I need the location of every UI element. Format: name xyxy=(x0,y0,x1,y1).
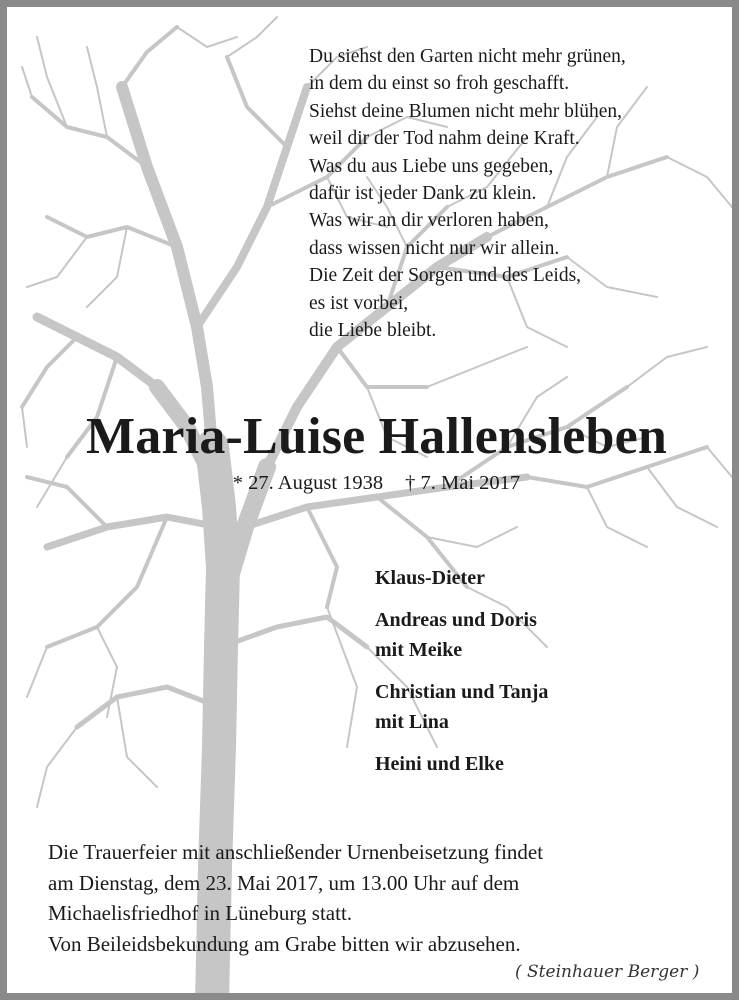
family-group xyxy=(375,605,548,665)
poem-line: Du siehst den Garten nicht mehr grünen, xyxy=(309,46,626,67)
family-line: Andreas und Doris xyxy=(375,609,537,631)
poem-line: die Liebe bleibt. xyxy=(309,320,437,342)
notice-line: Die Trauerfeier mit anschließender Urnenbeisetzung findet xyxy=(48,840,544,864)
poem-line: in dem du einst so froh geschafft. xyxy=(309,73,570,95)
undertaker-signature: ( Steinhauer Berger ) xyxy=(515,962,700,982)
poem-line: Was du aus Liebe uns gegeben, xyxy=(309,155,554,177)
notice-line: am Dienstag, dem 23. Mai 2017, um 13.00 Uhr auf dem xyxy=(48,870,520,895)
deceased-name: Maria-Luise Hallensleben xyxy=(85,408,668,465)
poem xyxy=(309,43,626,344)
family-line: Christian und Tanja xyxy=(375,681,549,703)
poem-line: dafür ist jeder Dank zu klein. xyxy=(309,183,537,205)
notice-line: Von Beileidsbekundung am Grabe bitten wir abzusehen. xyxy=(48,931,521,956)
poem-line: es ist vorbei, xyxy=(309,292,409,314)
family-group xyxy=(375,749,548,779)
family-list xyxy=(375,563,548,791)
family-group xyxy=(375,677,548,737)
death-date: † 7. Mai 2017 xyxy=(405,472,521,494)
funeral-notice xyxy=(48,837,543,959)
family-line: Klaus-Dieter xyxy=(375,567,485,589)
family-line: mit Lina xyxy=(375,711,449,733)
family-group xyxy=(375,563,548,593)
poem-line: Die Zeit der Sorgen und des Leids, xyxy=(309,265,582,287)
poem-line: Siehst deine Blumen nicht mehr blühen, xyxy=(309,100,623,122)
life-dates xyxy=(7,472,739,495)
poem-line: Was wir an dir verloren haben, xyxy=(309,210,549,232)
family-line: Heini und Elke xyxy=(375,753,504,775)
birth-date: * 27. August 1938 xyxy=(232,472,384,494)
family-line: mit Meike xyxy=(375,639,463,661)
poem-line: weil dir der Tod nahm deine Kraft. xyxy=(309,128,580,150)
notice-line: Michaelisfriedhof in Lüneburg statt. xyxy=(48,901,353,925)
poem-line: dass wissen nicht nur wir allein. xyxy=(309,237,560,259)
